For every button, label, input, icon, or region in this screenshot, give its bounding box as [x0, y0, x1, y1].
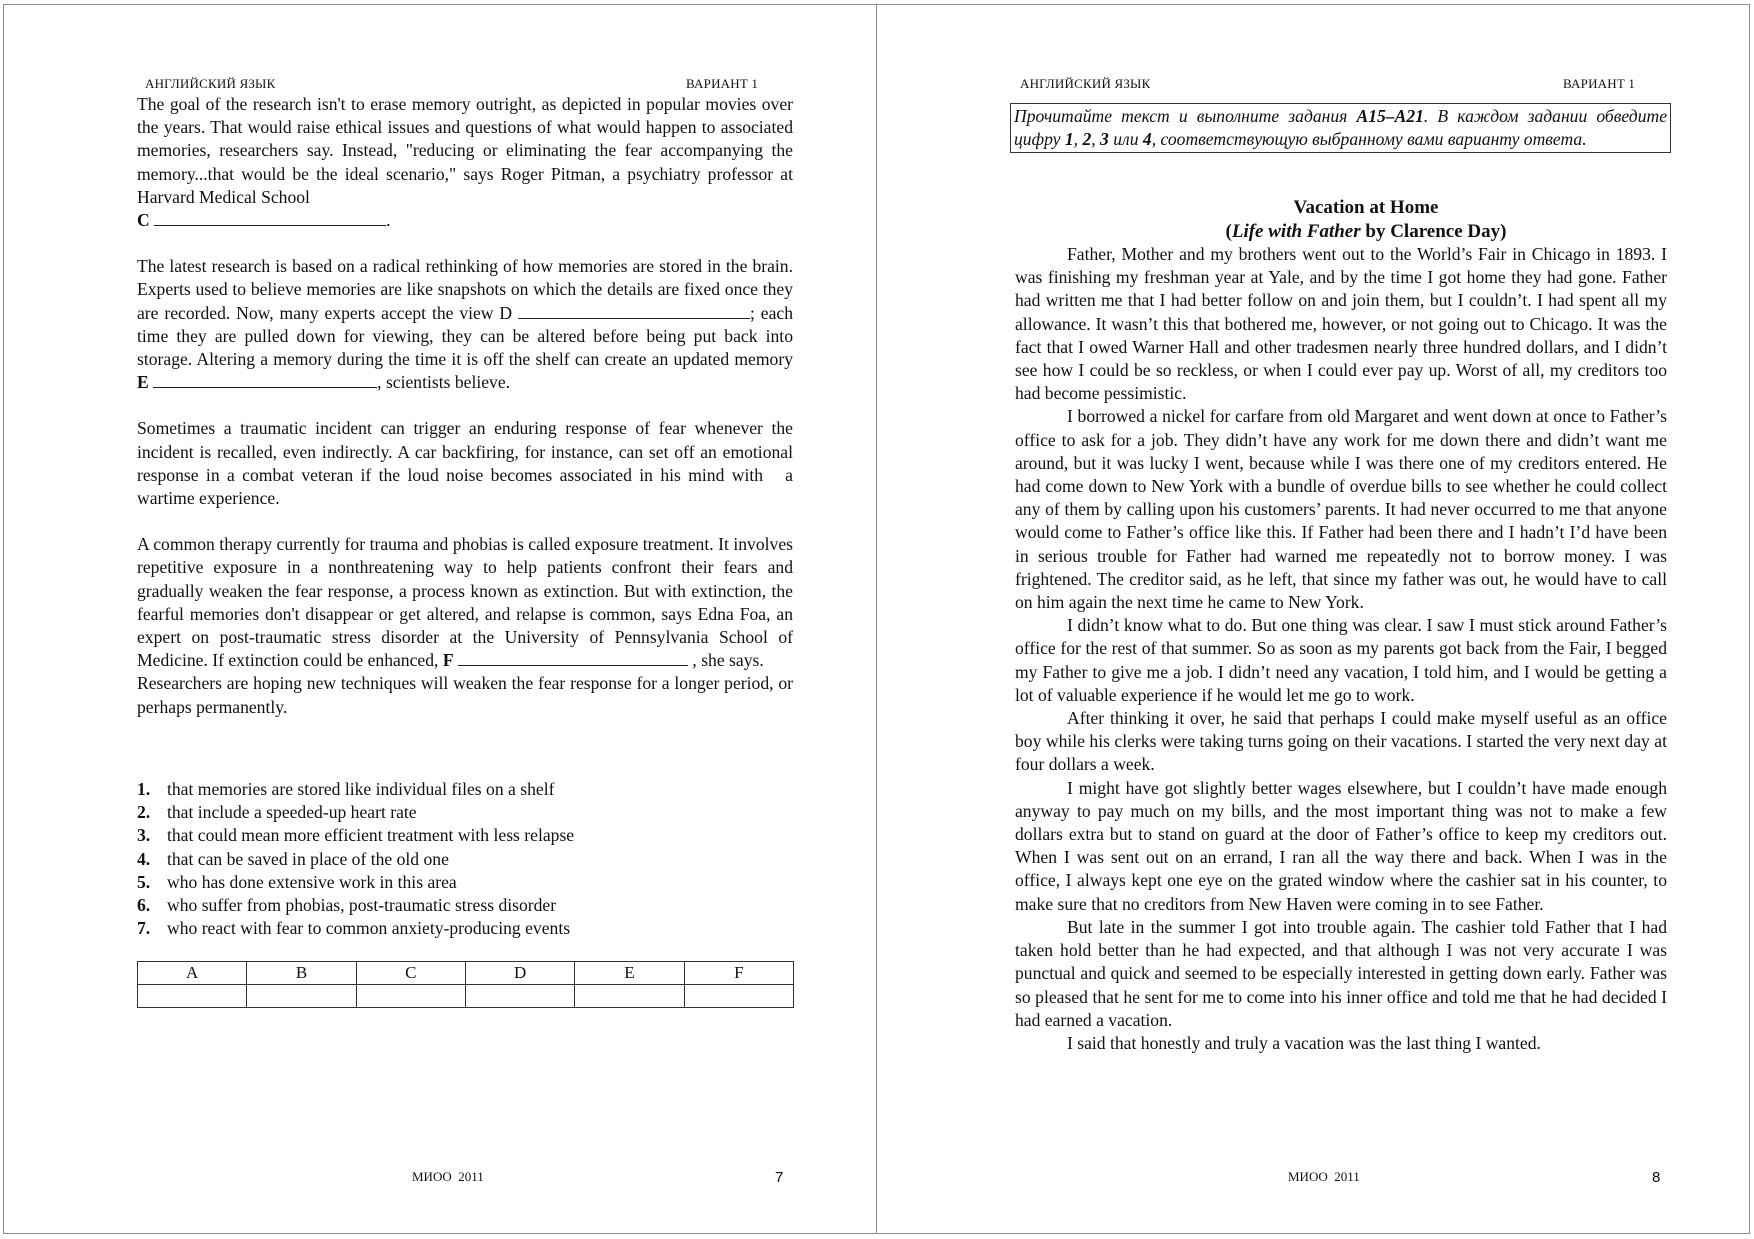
paragraph-4: A common therapy currently for trauma and phobias is called exposure treatment. It involves repetitive exposure in a nonthreatening way to help patients confront their fears and gradually weaken the fear response, a process known as extinction. But with extinction, the fearful memories don't disappear or get altered, and relapse is common, says Edna Foa, an expert on post-traumatic stress disorder at the University of Pennsylvania School of Medicine. If extinction could be enhanced, F , she says. [137, 534, 793, 671]
blank-e [153, 371, 377, 388]
answer-cell-f[interactable] [684, 985, 793, 1008]
answer-cell-d[interactable] [465, 985, 574, 1008]
paragraph-1: The goal of the research isn't to erase memory outright, as depicted in popular movies over the years. That would raise ethical issues and questions of what would happen to associated memories, researchers say. Instead, "reducing or eliminating the fear accompanying the memory...that would be the ideal scenario," says Roger Pitman, a psychiatry professor at Harvard Medical School C . [137, 94, 793, 231]
story-paragraph: Father, Mother and my brothers went out to the World’s Fair in Chicago in 1893. I was finishing my freshman year at Yale, and by the time I got home they had gone. Father had written me that I had better follow on and join them, but I couldn’t. I had spent all my allowance. It wasn’t this that bothered me, however, or not going out to Chicago. It was the fact that I owed Warner Hall and other tradesmen nearly three hundred dollars, and I didn’t see how I could be so reckless, or when I could ever pay up. Worst of all, my creditors too had become pessimistic. [1015, 244, 1667, 404]
header-variant: ВАРИАНТ 1 [686, 76, 759, 91]
answer-cell-a[interactable] [138, 985, 247, 1008]
answer-cell-b[interactable] [247, 985, 356, 1008]
gap-letter-f: F [442, 650, 454, 671]
paragraph-3: Sometimes a traumatic incident can trigger an enduring response of fear whenever the incident is recalled, even indirectly. A car backfiring, for instance, can set off an emotional response in a combat veteran if the loud noise becomes associated in his mind with a wartime experience. [137, 418, 798, 509]
answer-table-row [138, 985, 794, 1008]
option-item: 2. that include a speeded-up heart rate [137, 802, 417, 823]
answer-table-header: A B C D E F [138, 962, 794, 985]
option-item: 3. that could mean more efficient treatment with less relapse [137, 825, 575, 846]
blank-c [154, 209, 386, 226]
story-paragraph: I might have got slightly better wages elsewhere, but I couldn’t have made enough anyway to pay much on my bills, and the most important thing was not to make a few dollars extra but to stand on guard at the door of Father’s office to keep my creditors out. When I was sent out on an errand, I ran all the way there and back. When I was in the office, I always kept one eye on the grated window where the cashier sat in his counter, to make sure that no creditors from New Haven were coming in to see Father. [1015, 777, 1667, 914]
footer-publisher: МИОО 2011 [1288, 1169, 1360, 1184]
instruction-box: Прочитайте текст и выполните задания A15–A21. В каждом задании обведите цифру 1, 2, 3 или 4, соответствующую выбранному вами варианту ответа. [1010, 103, 1671, 153]
page-number: 8 [1652, 1169, 1661, 1186]
header-subject: АНГЛИЙСКИЙ ЯЗЫК [1020, 76, 1151, 91]
reading-text [137, 93, 798, 719]
story-subtitle: (Life with Father by Clarence Day) [1225, 220, 1507, 242]
story-paragraph: I said that honestly and truly a vacation was the last thing I wanted. [1067, 1032, 1541, 1053]
option-item: 7. who react with fear to common anxiety-producing events [137, 918, 571, 939]
story-paragraph: But late in the summer I got into trouble again. The cashier told Father that I had taken hold better than he had expected, and that although I was not very accurate I was punctual and quick and seemed to be especially interested in getting down early. Father was so pleased that he sent for me to come into his inner office and told me that he had decided I had earned a vacation. [1015, 916, 1667, 1030]
story-paragraph: I borrowed a nickel for carfare from old Margaret and went down at once to Father’s office to ask for a job. They didn’t have any work for me down there and didn’t want me around, but it was lucky I went, because while I was there one of my creditors entered. He had come down to New York with a bundle of overdue bills to see whether he could collect any of them by calling upon his customers’ parents. It had never occurred to me that anyone would come to Father’s office like this. If Father had been there and I hadn’t I’d have been in serious trouble for Father had warned me repeatedly not to borrow money. I was frightened. The creditor said, as he left, that since my father was out, he would have to call on him again the next time he came to New York. [1015, 406, 1667, 613]
header-variant: ВАРИАНТ 1 [1563, 76, 1636, 91]
option-item: 5. who has done extensive work in this area [137, 871, 457, 892]
option-item: 1. that memories are stored like individual files on a shelf [137, 779, 555, 799]
blank-f [458, 649, 688, 666]
header-subject: АНГЛИЙСКИЙ ЯЗЫК [145, 76, 276, 91]
footer-publisher: МИОО 2011 [412, 1169, 484, 1184]
answer-cell-e[interactable] [575, 985, 684, 1008]
options-list [137, 778, 793, 940]
story-paragraph: After thinking it over, he said that perhaps I could make myself useful as an office boy while his clerks were taking turns going on their vacations. I started the very next day at four dollars a week. [1015, 708, 1667, 775]
blank-d [518, 302, 750, 319]
answer-table [137, 961, 794, 1008]
story-text [1015, 243, 1667, 1055]
paragraph-5: Researchers are hoping new techniques will weaken the fear response for a longer period, or perhaps permanently. [137, 673, 793, 717]
gap-letter-d: D [499, 302, 513, 323]
option-item: 6. who suffer from phobias, post-traumatic stress disorder [137, 895, 557, 916]
paragraph-2: The latest research is based on a radical rethinking of how memories are stored in the brain. Experts used to believe memories are like snapshots on which the details are fixed once they are recorded. Now, many experts accept the view D ; each time they are pulled down for viewing, they can be altered before being put back into storage. Altering a memory during the time it is off the shelf can create an updated memory E , scientists believe. [137, 256, 794, 393]
gap-letter-c: C [137, 210, 150, 231]
page-number: 7 [775, 1169, 784, 1186]
option-item: 4. that can be saved in place of the old one [137, 848, 449, 869]
story-title: Vacation at Home (Life with Father by Clarence Day) [1015, 196, 1717, 243]
answer-cell-c[interactable] [356, 985, 465, 1008]
story-paragraph: I didn’t know what to do. But one thing was clear. I saw I must stick around Father’s office for the rest of that summer. So as soon as my parents got back from the Fair, I begged my Father to give me a job. I didn’t need any vacation, I told him, and I would be getting a lot of valuable experience if he would let me go to work. [1015, 615, 1667, 705]
gap-letter-e: E [137, 372, 149, 393]
